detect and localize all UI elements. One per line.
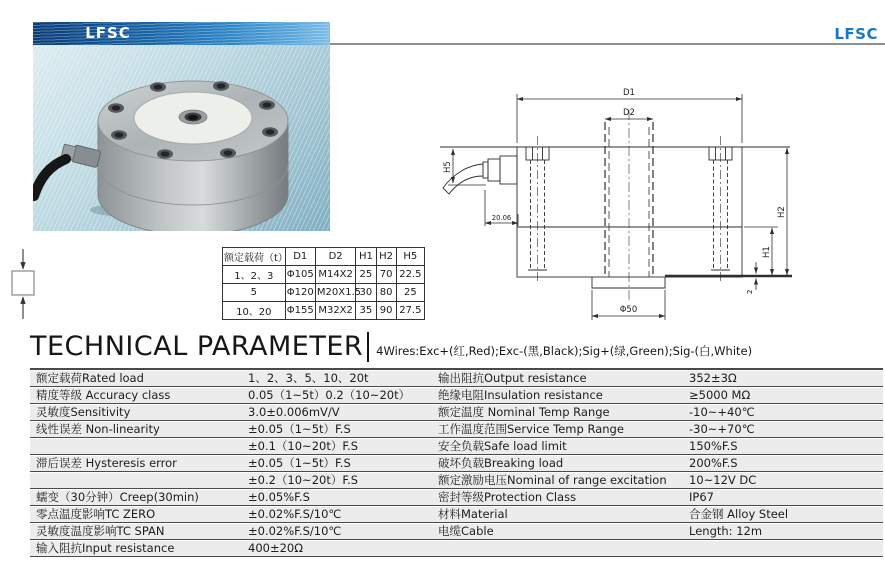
spec-label: 工作温度范围Service Temp Range <box>438 422 624 436</box>
dim-label-d1: D1 <box>623 88 635 98</box>
dim-table-row <box>223 284 425 302</box>
spec-label: 绝缘电阻Insulation resistance <box>438 388 603 402</box>
dim-col-header: H2 <box>376 248 396 266</box>
spec-value: 150%F.S <box>689 439 738 453</box>
dim-cell: M14X2 <box>315 266 355 284</box>
spec-value: 400±20Ω <box>248 541 304 555</box>
dim-col-header: H1 <box>356 248 376 266</box>
dim-cell: 35 <box>356 302 376 320</box>
spec-value: 10~12V DC <box>689 473 757 487</box>
header-divider <box>330 43 885 45</box>
dim-cell: 90 <box>376 302 396 320</box>
dim-label-plate-thickness: 2 <box>746 289 754 294</box>
spec-label: 密封等级Protection Class <box>438 490 577 504</box>
compression-load-symbol <box>4 244 40 324</box>
spec-label: 线性误差 Non-linearity <box>36 422 160 436</box>
dim-table-header-row <box>223 248 425 266</box>
spec-value: 352±3Ω <box>689 371 737 385</box>
spec-label: 输入阻抗Input resistance <box>36 541 175 555</box>
load-cell-photo-graphic <box>33 45 330 231</box>
dim-cell: 30 <box>356 284 376 302</box>
spec-row <box>30 439 883 455</box>
spec-label <box>30 439 248 454</box>
spec-row <box>30 405 883 421</box>
dim-cell: 27.5 <box>396 302 424 320</box>
spec-row <box>30 507 883 523</box>
dim-cell: M20X1.5 <box>315 284 355 302</box>
spec-label <box>438 541 689 556</box>
spec-value: Length: 12m <box>689 524 763 538</box>
dim-col-header: H5 <box>396 248 424 266</box>
dim-cell: 5 <box>223 284 286 302</box>
dim-cell: M32X2 <box>315 302 355 320</box>
dim-cell: 80 <box>376 284 396 302</box>
spec-label: 额定载荷Rated load <box>36 371 144 385</box>
outline-drawing <box>440 72 885 330</box>
spec-value: 合金钢 Alloy Steel <box>689 507 789 521</box>
spec-label: 输出阻抗Output resistance <box>438 371 587 385</box>
spec-row <box>30 456 883 472</box>
spec-value: ±0.2（10~20t）F.S <box>248 473 359 487</box>
spec-row <box>30 422 883 438</box>
cable <box>34 159 66 196</box>
model-name-right: LFSC <box>834 25 878 43</box>
wiring-note: 4Wires:Exc+(红,Red);Exc-(黑,Black);Sig+(绿,Green);Sig-(白,White) <box>376 344 753 358</box>
dim-table-body <box>223 266 425 320</box>
spec-value: 200%F.S <box>689 456 738 470</box>
spec-value: ±0.02%F.S/10℃ <box>248 507 342 521</box>
dim-label-h2: H2 <box>777 206 787 218</box>
spec-value: ±0.02%F.S/10℃ <box>248 524 342 538</box>
spec-label: 额定温度 Nominal Temp Range <box>438 405 610 419</box>
dim-label-d2: D2 <box>623 108 635 118</box>
spec-label: 电缆Cable <box>438 524 494 538</box>
dim-cell: 70 <box>376 266 396 284</box>
dim-col-header: D1 <box>285 248 315 266</box>
dim-cell: Φ120 <box>285 284 315 302</box>
spec-value: 0.05（1~5t）0.2（10~20t） <box>248 388 411 402</box>
dim-cell: 10、20 <box>223 302 286 320</box>
spec-value: ±0.1（10~20t）F.S <box>248 439 359 453</box>
spec-label: 零点温度影响TC ZERO <box>36 507 156 521</box>
spec-row <box>30 388 883 404</box>
dim-table-row <box>223 302 425 320</box>
dim-col-header: 额定载荷（t） <box>223 248 286 266</box>
spec-row <box>30 541 883 557</box>
model-banner <box>33 22 330 45</box>
model-banner-label: LFSC <box>85 24 131 42</box>
spec-value: 3.0±0.006mV/V <box>248 405 340 419</box>
spec-value: ≥5000 MΩ <box>689 388 751 402</box>
spec-label: 安全负载Safe load limit <box>438 439 567 453</box>
dimension-table <box>222 247 425 320</box>
section-header <box>30 332 752 362</box>
dim-cell: 25 <box>396 284 424 302</box>
spec-value: ±0.05（1~5t）F.S <box>248 456 351 470</box>
spec-row <box>30 371 883 387</box>
spec-label <box>30 473 248 488</box>
spec-label: 材料Material <box>438 507 508 521</box>
spec-value: -10~+40℃ <box>689 405 755 419</box>
spec-label: 精度等级 Accuracy class <box>36 388 171 402</box>
spec-label: 滞后误差 Hysteresis error <box>36 456 177 470</box>
spec-value: IP67 <box>689 490 714 504</box>
dim-label-gland-length: 20.06 <box>491 214 512 222</box>
spec-label: 额定激励电压Nominal of range excitation <box>438 473 667 487</box>
spec-label: 灵敏度温度影响TC SPAN <box>36 524 165 538</box>
spec-value: 1、2、3、5、10、20t <box>248 371 369 385</box>
dim-table-row <box>223 266 425 284</box>
spec-value: ±0.05（1~5t）F.S <box>248 422 351 436</box>
spec-row <box>30 490 883 506</box>
section-title: TECHNICAL PARAMETER <box>30 331 364 362</box>
dim-label-h1: H1 <box>762 246 772 258</box>
dim-cell: 25 <box>356 266 376 284</box>
spec-table <box>30 368 883 558</box>
dim-col-header: D2 <box>315 248 355 266</box>
dim-cell: Φ105 <box>285 266 315 284</box>
dim-label-h5: H5 <box>443 161 453 173</box>
spec-row <box>30 473 883 489</box>
dim-cell: 1、2、3 <box>223 266 286 284</box>
spec-row <box>30 524 883 540</box>
dim-label-hub-diameter: Φ50 <box>619 305 638 315</box>
spec-value: ±0.05%F.S <box>248 490 310 504</box>
product-photo <box>33 45 330 231</box>
spec-value: -30~+70℃ <box>689 422 755 436</box>
dim-cell: Φ155 <box>285 302 315 320</box>
title-separator <box>367 332 369 362</box>
spec-label: 蠕变（30分钟）Creep(30min) <box>36 490 199 504</box>
spec-label: 破坏负载Breaking load <box>438 456 564 470</box>
dim-cell: 22.5 <box>396 266 424 284</box>
spec-value <box>689 541 883 556</box>
spec-label: 灵敏度Sensitivity <box>36 405 131 419</box>
